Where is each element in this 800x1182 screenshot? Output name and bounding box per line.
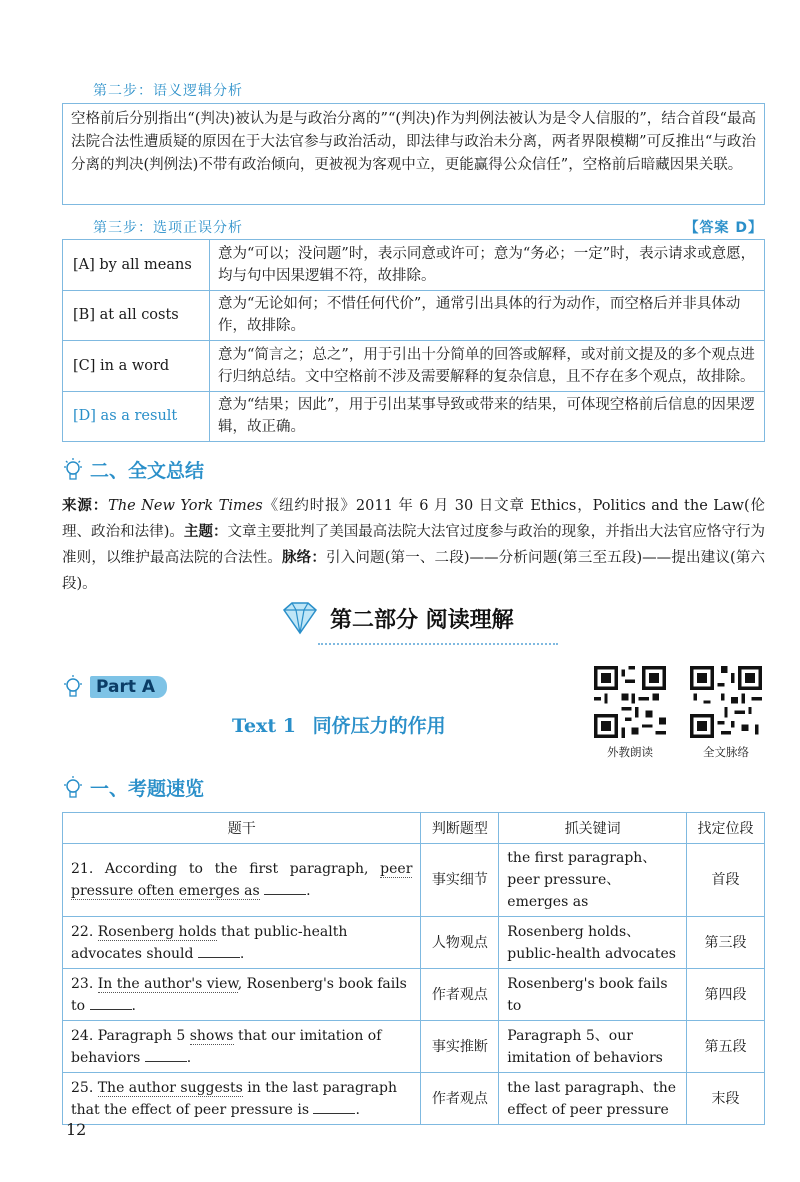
structure-label: 脉络： bbox=[282, 550, 327, 566]
question-type: 人物观点 bbox=[421, 917, 499, 969]
option-text: 意为“无论如何；不惜任何代价”，通常引出具体的行为动作，而空格后并非具体动作，故排除。 bbox=[210, 290, 765, 341]
stem-keyword: In the author's view bbox=[97, 975, 238, 992]
step2-heading: 第二步：语义逻辑分析 bbox=[93, 83, 243, 99]
part-title: 第二部分 阅读理解 bbox=[330, 607, 514, 633]
stem-text: 22. bbox=[71, 923, 98, 940]
step3-heading: 第三步：选项正误分析 bbox=[93, 220, 243, 236]
question-stem: 24. Paragraph 5 shows that our imitation of behaviors . bbox=[63, 1021, 421, 1073]
table-row bbox=[63, 917, 765, 969]
question-paragraph: 第五段 bbox=[687, 1021, 765, 1073]
part-a-row bbox=[62, 674, 167, 700]
option-row bbox=[63, 290, 765, 341]
question-paragraph: 末段 bbox=[687, 1073, 765, 1125]
options-table-wrap bbox=[62, 239, 765, 442]
table-row bbox=[63, 844, 765, 917]
header-stem: 题干 bbox=[63, 813, 421, 844]
question-type: 作者观点 bbox=[421, 1073, 499, 1125]
qr-label: 全文脉络 bbox=[703, 745, 749, 759]
qr-label: 外教朗读 bbox=[607, 745, 653, 759]
stem-keyword: shows bbox=[189, 1027, 234, 1044]
question-type: 事实细节 bbox=[421, 844, 499, 917]
answer-tag: 【答案 D】 bbox=[684, 220, 763, 236]
qr-code-icon bbox=[594, 666, 666, 738]
source-text: 《纽约时报》2011 年 6 月 30 日文章 Ethics，Politics and the Law(伦理、政治和法律)。 bbox=[62, 498, 765, 540]
question-keywords: the last paragraph、the effect of peer pressure bbox=[499, 1073, 687, 1125]
source-label: 来源： bbox=[62, 498, 109, 514]
answer-blank bbox=[90, 995, 132, 1010]
header-paragraph: 找定位段 bbox=[687, 813, 765, 844]
option-text: 意为“简言之；总之”，用于引出十分简单的回答或解释，或对前文提及的多个观点进行归纳总结。文中空格前不涉及需要解释的复杂信息，且不存在多个观点，故排除。 bbox=[210, 341, 765, 392]
overview-heading: 一、考题速览 bbox=[90, 778, 205, 800]
stem-text: in the last paragraph that the effect of peer pressure is bbox=[71, 1079, 397, 1118]
part-a-badge: Part A bbox=[90, 676, 167, 698]
summary-heading-row bbox=[62, 456, 204, 483]
table-row bbox=[63, 969, 765, 1021]
summary-paragraph bbox=[62, 493, 765, 597]
diamond-icon bbox=[278, 600, 322, 636]
question-paragraph: 第三段 bbox=[687, 917, 765, 969]
answer-blank bbox=[313, 1099, 355, 1114]
question-stem: 23. In the author's view, Rosenberg's book fails to . bbox=[63, 969, 421, 1021]
option-text: 意为“可以；没问题”时，表示同意或许可；意为“务必；一定”时，表示请求或意愿，均与句中因果逻辑不符，故排除。 bbox=[210, 240, 765, 291]
overview-table-wrap bbox=[62, 812, 765, 1125]
question-stem: 22. Rosenberg holds that public-health advocates should . bbox=[63, 917, 421, 969]
answer-blank bbox=[145, 1047, 187, 1062]
question-paragraph: 首段 bbox=[687, 844, 765, 917]
text1-title: 同侪压力的作用 bbox=[312, 715, 446, 737]
stem-text: that public-health advocates should bbox=[71, 923, 348, 962]
part-title-underline bbox=[318, 643, 558, 645]
qr-code-structure[interactable] bbox=[690, 666, 762, 760]
lightbulb-icon bbox=[62, 775, 84, 801]
text1-title-row bbox=[232, 711, 446, 738]
option-row bbox=[63, 240, 765, 291]
step2-paragraph: 空格前后分别指出“(判决)被认为是与政治分离的”“(判决)作为判例法被认为是令人信服的”，结合首段“最高法院合法性遭质疑的原因在于大法官参与政治活动，即法律与政治未分离，两者界限模糊”可反推出“与政治分离的判决(判例法)不带有政治倾向，更被视为客观中立，更能赢得公众信任”，空格前后暗藏因果关联。 bbox=[71, 111, 756, 173]
option-label-correct: [D] as a result bbox=[63, 391, 210, 442]
overview-heading-row bbox=[62, 774, 204, 801]
option-text: 意为“结果；因此”，用于引出某事导致或带来的结果，可体现空格前后信息的因果逻辑，故正确。 bbox=[210, 391, 765, 442]
source-publication: The New York Times bbox=[108, 498, 263, 514]
lightbulb-icon bbox=[62, 457, 84, 483]
question-keywords: Paragraph 5、our imitation of behaviors bbox=[499, 1021, 687, 1073]
stem-text: , Rosenberg's book fails to bbox=[71, 975, 407, 1014]
option-row bbox=[63, 341, 765, 392]
page-number: 12 bbox=[66, 1120, 87, 1139]
answer-blank bbox=[198, 943, 240, 958]
header-type: 判断题型 bbox=[421, 813, 499, 844]
question-type: 事实推断 bbox=[421, 1021, 499, 1073]
option-label: [A] by all means bbox=[63, 240, 210, 291]
question-keywords: Rosenberg holds、public-health advocates bbox=[499, 917, 687, 969]
stem-text: 23. bbox=[71, 975, 98, 992]
answer-blank bbox=[264, 880, 306, 895]
overview-table bbox=[62, 812, 765, 1125]
stem-text: that our imitation of behaviors bbox=[71, 1027, 382, 1066]
question-stem: 25. The author suggests in the last paragraph that the effect of peer pressure is . bbox=[63, 1073, 421, 1125]
table-header-row bbox=[63, 813, 765, 844]
stem-text: 24. Paragraph 5 bbox=[71, 1027, 190, 1044]
stem-text: 21. According to the first paragraph, bbox=[71, 861, 381, 877]
stem-keyword: peer pressure often emerges as bbox=[71, 861, 413, 899]
theme-label: 主题： bbox=[183, 524, 228, 540]
question-keywords: the first paragraph、peer pressure、emerges as bbox=[499, 844, 687, 917]
part-title-row bbox=[278, 600, 514, 636]
question-stem: 21. According to the first paragraph, peer pressure often emerges as . bbox=[63, 844, 421, 917]
header-keywords: 抓关键词 bbox=[499, 813, 687, 844]
summary-heading: 二、全文总结 bbox=[90, 460, 205, 482]
qr-code-icon bbox=[690, 666, 762, 738]
stem-keyword: Rosenberg holds bbox=[97, 923, 217, 940]
table-row bbox=[63, 1021, 765, 1073]
qr-code-reading[interactable] bbox=[594, 666, 666, 760]
question-keywords: Rosenberg's book fails to bbox=[499, 969, 687, 1021]
options-table bbox=[62, 239, 765, 442]
stem-keyword: The author suggests bbox=[97, 1079, 243, 1096]
question-paragraph: 第四段 bbox=[687, 969, 765, 1021]
table-row bbox=[63, 1073, 765, 1125]
lightbulb-icon bbox=[62, 674, 84, 700]
text1-number: Text 1 bbox=[232, 715, 296, 737]
stem-text: 25. bbox=[71, 1079, 98, 1096]
question-type: 作者观点 bbox=[421, 969, 499, 1021]
option-label: [B] at all costs bbox=[63, 290, 210, 341]
option-row-correct bbox=[63, 391, 765, 442]
step2-box bbox=[62, 103, 765, 205]
structure-text: 引入问题(第一、二段)——分析问题(第三至五段)——提出建议(第六段)。 bbox=[62, 550, 766, 592]
option-label: [C] in a word bbox=[63, 341, 210, 392]
theme-text: 文章主要批判了美国最高法院大法官过度参与政治的现象，并指出大法官应恪守行为准则，以维护最高法院的合法性。 bbox=[62, 524, 766, 566]
